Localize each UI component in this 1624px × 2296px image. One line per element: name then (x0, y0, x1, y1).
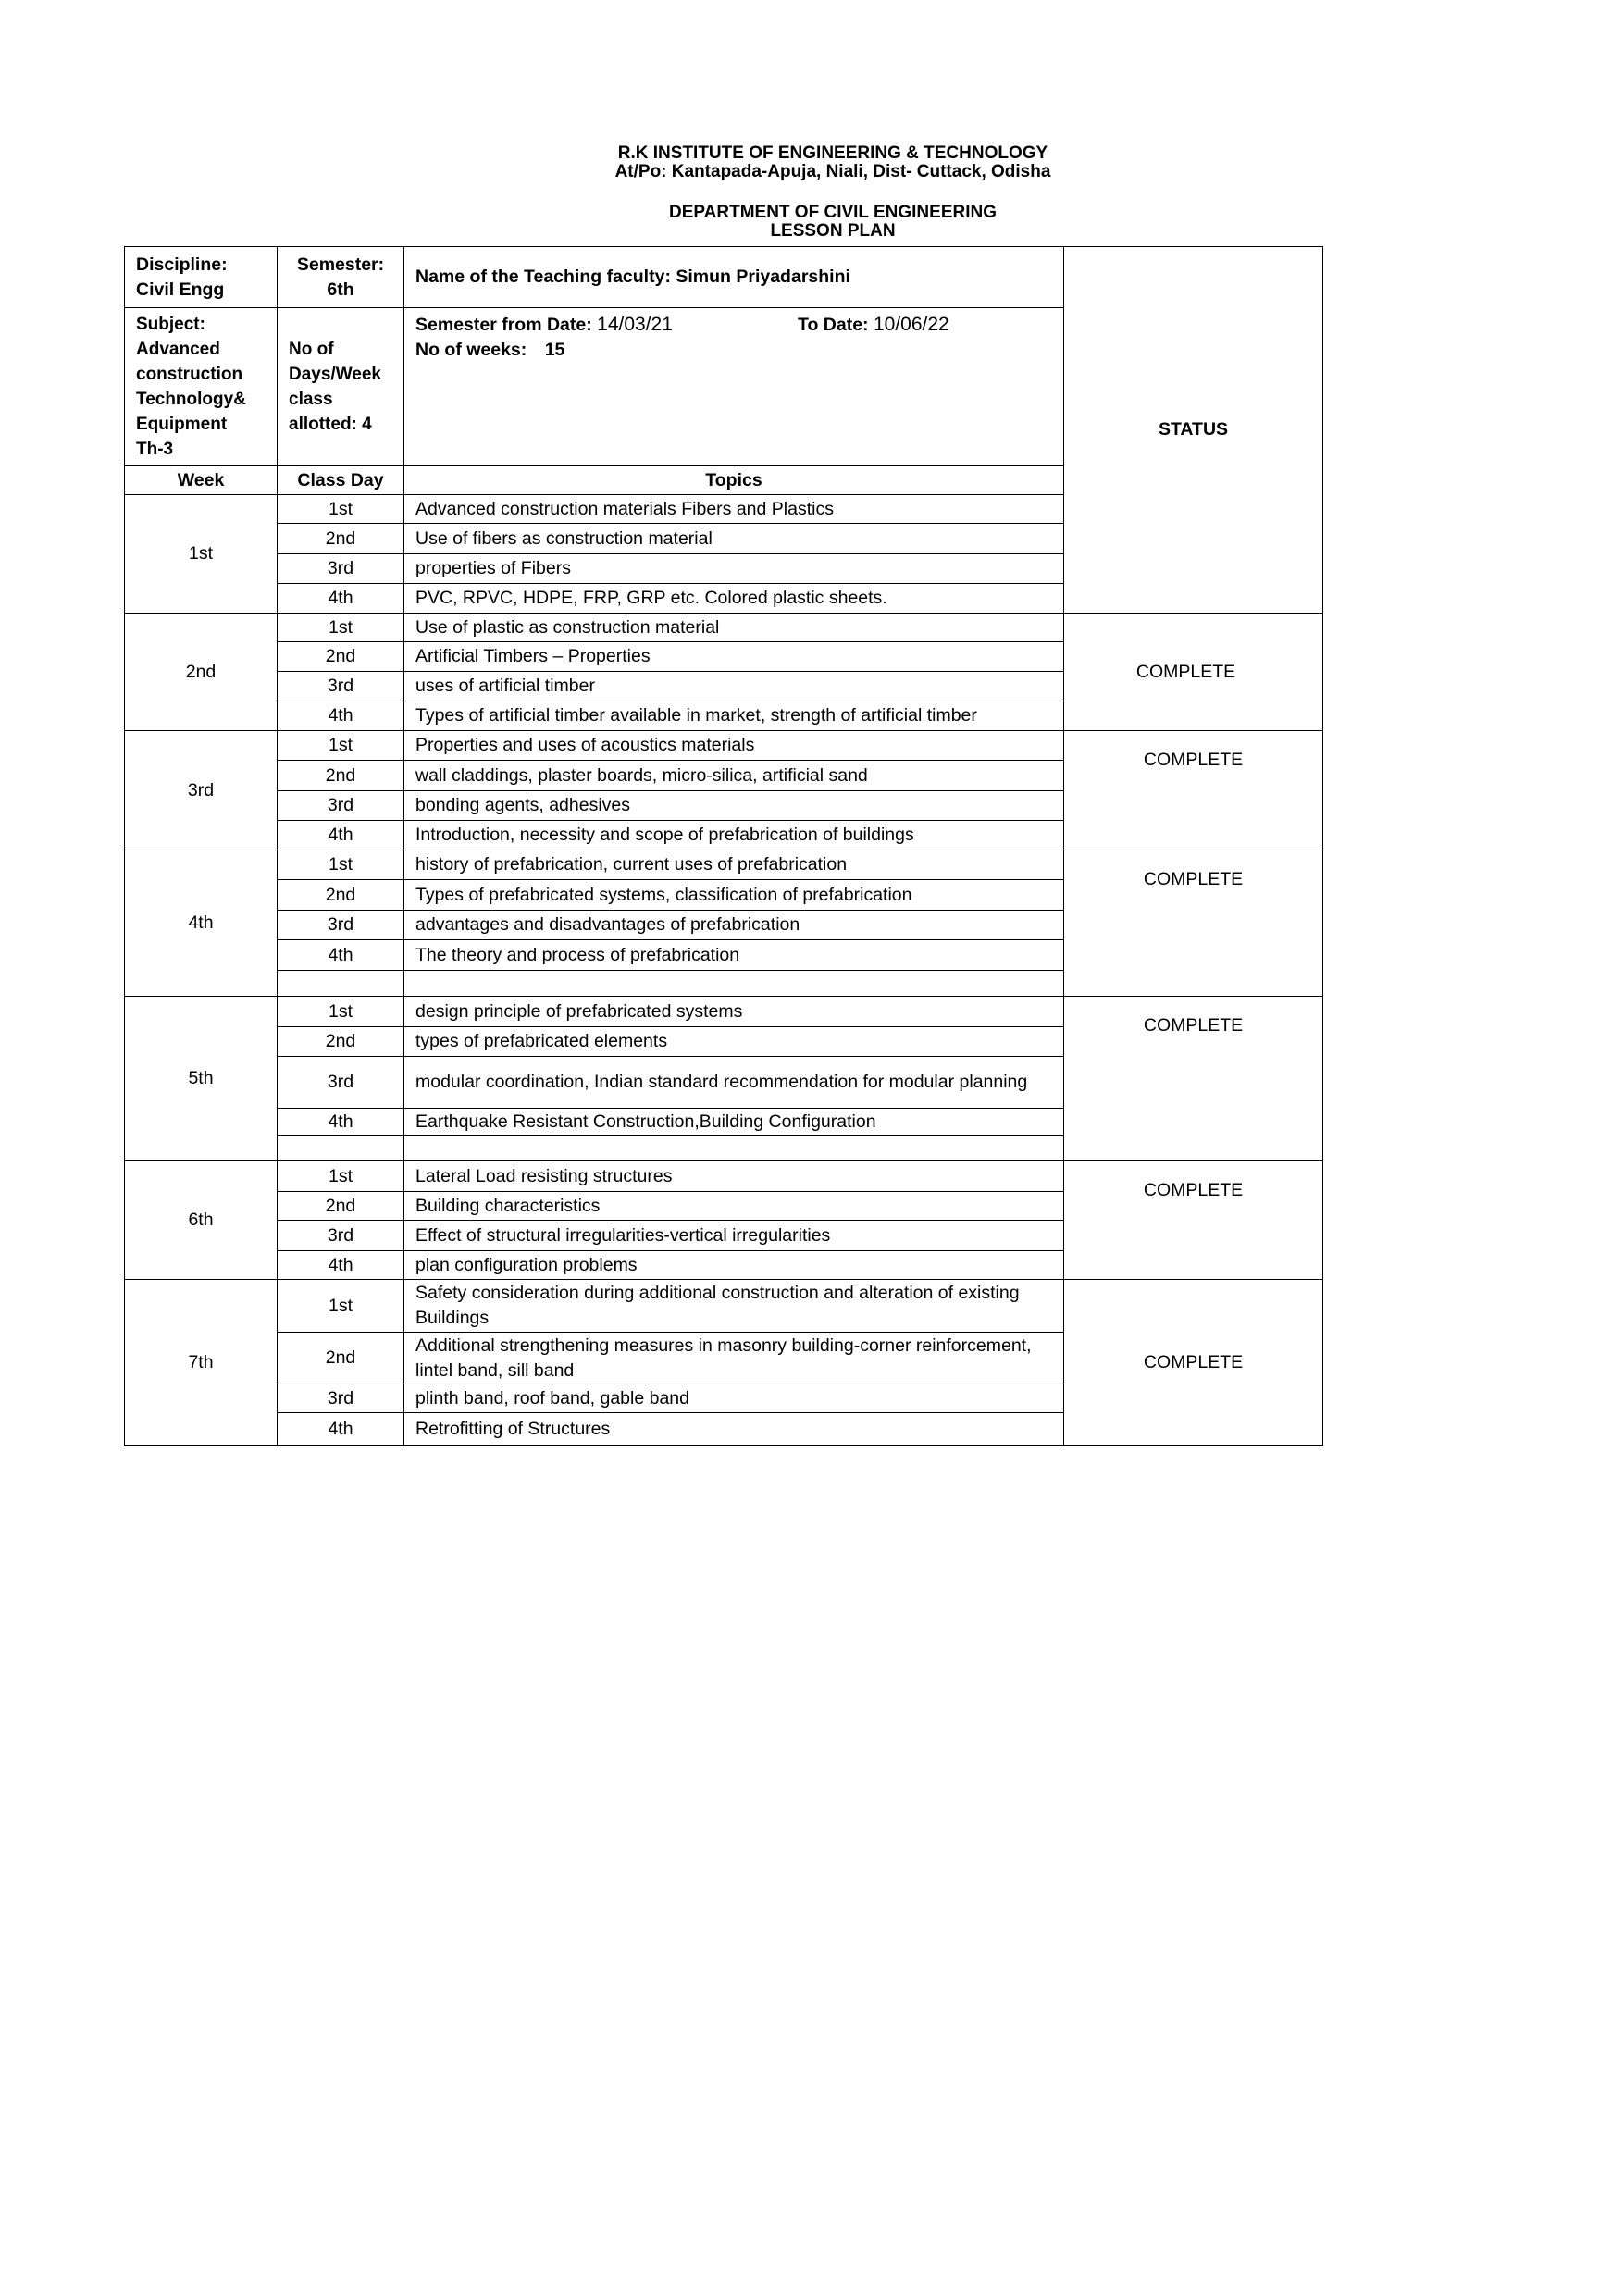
to-date-label: To Date: (798, 315, 869, 335)
topic-cell: properties of Fibers (404, 554, 1064, 584)
semester-value: 6th (327, 279, 354, 300)
class-day-cell: 2nd (278, 642, 404, 672)
topic-cell: Artificial Timbers – Properties (404, 642, 1064, 672)
class-day-cell: 2nd (278, 761, 404, 791)
lesson-row (125, 1280, 1323, 1333)
class-day-cell: 2nd (278, 524, 404, 554)
lesson-row (125, 1161, 1323, 1192)
from-date-label: Semester from Date: (415, 315, 592, 335)
discipline-value: Civil Engg (136, 279, 225, 300)
lesson-row (125, 614, 1323, 642)
topic-cell: advantages and disadvantages of prefabrication (404, 911, 1064, 940)
discipline-label: Discipline: (136, 254, 228, 275)
subject-cell (125, 308, 278, 466)
lesson-plan-table (124, 246, 1323, 1446)
subject-line: Advanced (136, 340, 220, 359)
spacer-day-cell (278, 971, 404, 997)
week-cell: 7th (125, 1280, 278, 1446)
status-cell: COMPLETE (1064, 997, 1323, 1161)
class-day-cell: 4th (278, 1109, 404, 1136)
topic-cell: Advanced construction materials Fibers and Plastics (404, 495, 1064, 524)
weeks-line (415, 338, 1052, 363)
days-line: No of (289, 340, 334, 359)
status-header: STATUS (1064, 247, 1323, 614)
topic-cell: Properties and uses of acoustics materials (404, 731, 1064, 761)
topic-cell: Types of prefabricated systems, classification of prefabrication (404, 880, 1064, 911)
week-cell: 3rd (125, 731, 278, 850)
class-day-cell: 3rd (278, 554, 404, 584)
department-name: DEPARTMENT OF CIVIL ENGINEERING (669, 203, 997, 222)
status-cell: COMPLETE (1064, 850, 1323, 997)
class-day-cell: 3rd (278, 911, 404, 940)
week-column-header: Week (125, 466, 278, 495)
class-day-cell: 4th (278, 940, 404, 971)
class-day-cell: 3rd (278, 672, 404, 701)
topic-cell: Additional strengthening measures in masonry building-corner reinforcement, lintel band, sill band (404, 1333, 1064, 1384)
days-per-week-cell (278, 308, 404, 466)
topic-cell: types of prefabricated elements (404, 1027, 1064, 1057)
institute-address: At/Po: Kantapada-Apuja, Niali, Dist- Cuttack, Odisha (614, 162, 1051, 181)
topic-cell: Lateral Load resisting structures (404, 1161, 1064, 1192)
spacer-day-cell (278, 1136, 404, 1161)
status-cell: COMPLETE (1064, 1161, 1323, 1280)
faculty-name: Name of the Teaching faculty: Simun Priyadarshini (404, 247, 1064, 308)
institute-name: R.K INSTITUTE OF ENGINEERING & TECHNOLOGY (617, 143, 1048, 163)
topic-cell: Safety consideration during additional construction and alteration of existing Buildings (404, 1280, 1064, 1333)
topic-cell: plan configuration problems (404, 1251, 1064, 1280)
class-day-cell: 4th (278, 1251, 404, 1280)
topic-cell: PVC, RPVC, HDPE, FRP, GRP etc. Colored plastic sheets. (404, 584, 1064, 614)
spacer-topic-cell (404, 1136, 1064, 1161)
week-cell: 2nd (125, 614, 278, 731)
topic-cell: plinth band, roof band, gable band (404, 1384, 1064, 1413)
semester-dates-line (415, 312, 1052, 338)
to-date-group (798, 312, 949, 338)
class-day-cell: 2nd (278, 1333, 404, 1384)
topic-cell: Effect of structural irregularities-vertical irregularities (404, 1221, 1064, 1251)
class-day-cell: 1st (278, 1280, 404, 1333)
class-day-column-header: Class Day (278, 466, 404, 495)
status-cell: COMPLETE (1064, 614, 1323, 731)
status-cell: COMPLETE (1064, 1280, 1323, 1446)
topic-cell: bonding agents, adhesives (404, 791, 1064, 821)
class-day-cell: 4th (278, 821, 404, 850)
class-day-cell: 2nd (278, 1192, 404, 1221)
topic-cell: history of prefabrication, current uses of prefabrication (404, 850, 1064, 880)
class-day-cell: 2nd (278, 880, 404, 911)
week-cell: 5th (125, 997, 278, 1161)
class-day-cell: 3rd (278, 1384, 404, 1413)
class-day-cell: 3rd (278, 1221, 404, 1251)
class-day-cell: 4th (278, 1413, 404, 1446)
topic-cell: Types of artificial timber available in market, strength of artificial timber (404, 701, 1064, 731)
topic-cell: Use of fibers as construction material (404, 524, 1064, 554)
class-day-cell: 1st (278, 1161, 404, 1192)
subject-label: Subject: (136, 315, 205, 334)
class-day-cell: 1st (278, 997, 404, 1027)
class-day-cell: 1st (278, 614, 404, 642)
topic-cell: design principle of prefabricated systems (404, 997, 1064, 1027)
status-cell: COMPLETE (1064, 731, 1323, 850)
discipline-cell (125, 247, 278, 308)
semester-cell (278, 247, 404, 308)
topics-column-header: Topics (404, 466, 1064, 495)
class-day-cell: 1st (278, 850, 404, 880)
class-day-cell: 1st (278, 731, 404, 761)
class-day-cell: 3rd (278, 1057, 404, 1109)
topic-cell: The theory and process of prefabrication (404, 940, 1064, 971)
topic-cell: Use of plastic as construction material (404, 614, 1064, 642)
days-line: allotted: 4 (289, 415, 372, 434)
class-day-cell: 3rd (278, 791, 404, 821)
lesson-row (125, 731, 1323, 761)
from-date-value: 14/03/21 (597, 314, 673, 335)
week-cell: 1st (125, 495, 278, 614)
lesson-plan-body (125, 247, 1323, 1446)
semester-dates-cell (404, 308, 1064, 466)
topic-cell: wall claddings, plaster boards, micro-silica, artificial sand (404, 761, 1064, 791)
days-line: class (289, 390, 333, 409)
topic-cell: Retrofitting of Structures (404, 1413, 1064, 1446)
subject-line: Th-3 (136, 440, 174, 459)
subject-line: Equipment (136, 415, 228, 434)
topic-cell: Building characteristics (404, 1192, 1064, 1221)
topic-cell: Introduction, necessity and scope of prefabrication of buildings (404, 821, 1064, 850)
topic-cell: Earthquake Resistant Construction,Building Configuration (404, 1109, 1064, 1136)
to-date-value: 10/06/22 (873, 314, 949, 335)
week-cell: 4th (125, 850, 278, 997)
days-line: Days/Week (289, 365, 381, 384)
subject-line: construction (136, 365, 243, 384)
class-day-cell: 1st (278, 495, 404, 524)
class-day-cell: 2nd (278, 1027, 404, 1057)
spacer-topic-cell (404, 971, 1064, 997)
weeks-value: 15 (544, 340, 565, 360)
class-day-cell: 4th (278, 701, 404, 731)
weeks-label: No of weeks: (415, 340, 527, 360)
topic-cell: modular coordination, Indian standard recommendation for modular planning (404, 1057, 1064, 1109)
info-row-top (125, 247, 1323, 308)
topic-cell: uses of artificial timber (404, 672, 1064, 701)
document-title: LESSON PLAN (770, 221, 896, 241)
week-cell: 6th (125, 1161, 278, 1280)
lesson-row (125, 997, 1323, 1027)
lesson-row (125, 850, 1323, 880)
semester-label: Semester: (296, 254, 385, 275)
class-day-cell: 4th (278, 584, 404, 614)
subject-line: Technology& (136, 390, 246, 409)
